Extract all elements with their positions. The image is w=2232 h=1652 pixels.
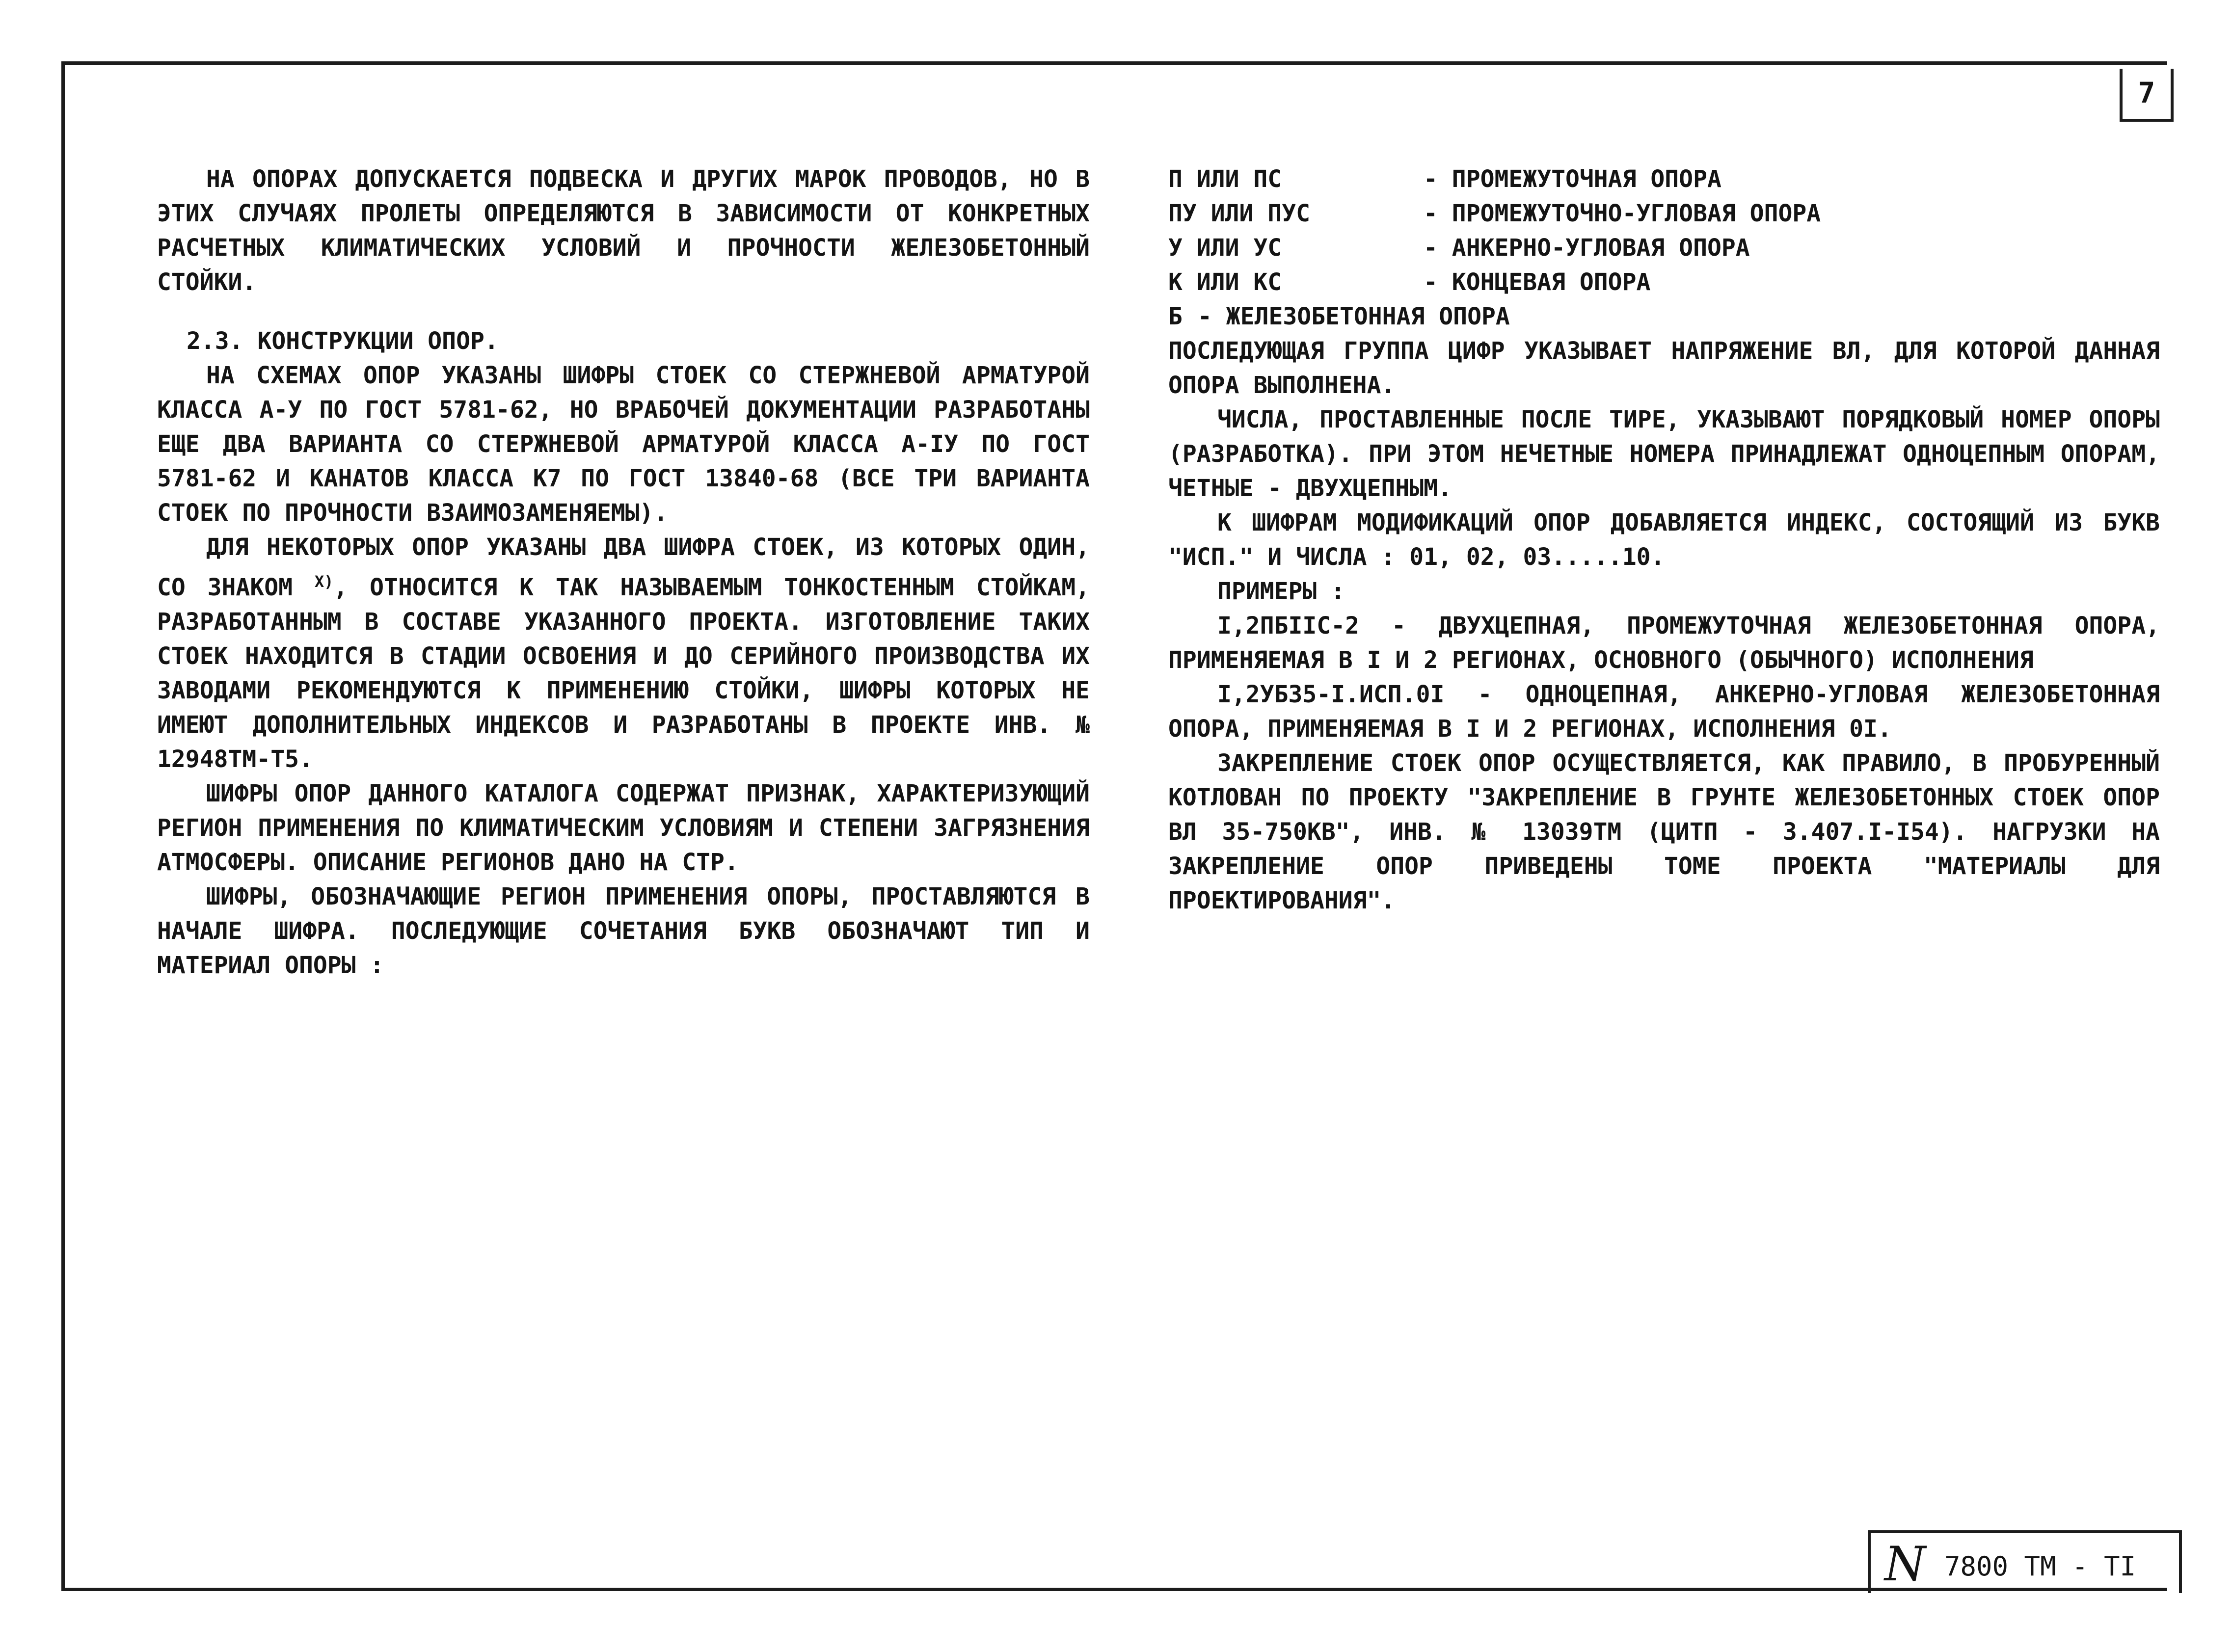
definition-text: - ПРОМЕЖУТОЧНО-УГЛОВАЯ ОПОРА — [1424, 200, 1821, 227]
body-text: ДЛЯ НЕКОТОРЫХ ОПОР УКАЗАНЫ ДВА ШИФРА СТОЕК, ИЗ КОТОРЫХ ОДИН, СО ЗНАКОМ — [157, 533, 1090, 601]
stamp-code: 7800 ТМ - ТI — [1944, 1551, 2136, 1582]
body-paragraph: ШИФРЫ, ОБОЗНАЧАЮЩИЕ РЕГИОН ПРИМЕНЕНИЯ ОПОРЫ, ПРОСТАВЛЯЮТСЯ В НАЧАЛЕ ШИФРА. ПОСЛЕДУЮЩИЕ СОЧЕТАНИЯ БУКВ ОБОЗНАЧАЮТ ТИП И МАТЕРИАЛ ОПОРЫ : — [157, 883, 1090, 979]
section-heading: 2.3. КОНСТРУКЦИИ ОПОР. — [187, 327, 499, 355]
body-text: ОТНОСИТСЯ К ТАК НАЗЫВАЕМЫМ ТОНКОСТЕННЫМ СТОЙКАМ, РАЗРАБОТАННЫМ В СОСТАВЕ УКАЗАННОГО ПРОЕКТА. ИЗГОТОВЛЕНИЕ ТАКИХ СТОЕК НАХОДИТСЯ В СТАДИИ ОСВОЕНИЯ И ДО СЕРИЙНОГО ПРОИЗВОДСТВА ИХ ЗАВОДАМИ РЕКОМЕНДУЮТСЯ К ПРИМЕНЕНИЮ СТОЙКИ, ШИФРЫ КОТОРЫХ НЕ ИМЕЮТ ДОПОЛНИТЕЛЬНЫХ ИНДЕКСОВ И РАЗРАБОТАНЫ В ПРОЕКТЕ ИНВ. № 12948ТМ-Т5. — [157, 574, 1090, 773]
examples-heading: ПРИМЕРЫ : — [1217, 578, 1345, 605]
definition-row — [1168, 231, 2160, 265]
definition-abbr: ПУ ИЛИ ПУС — [1168, 200, 1310, 227]
definition-row — [1168, 162, 2160, 196]
body-paragraph: ЧИСЛА, ПРОСТАВЛЕННЫЕ ПОСЛЕ ТИРЕ, УКАЗЫВАЮТ ПОРЯДКОВЫЙ НОМЕР ОПОРЫ (РАЗРАБОТКА). ПРИ ЭТОМ НЕЧЕТНЫЕ НОМЕРА ПРИНАДЛЕЖАТ ОДНОЦЕПНЫМ ОПОРАМ, ЧЕТНЫЕ - ДВУХЦЕПНЫМ. — [1168, 406, 2160, 502]
definition-abbr: У ИЛИ УС — [1168, 234, 1282, 262]
definition-abbr: Б — [1168, 303, 1183, 330]
body-paragraph: ПОСЛЕДУЮЩАЯ ГРУППА ЦИФР УКАЗЫВАЕТ НАПРЯЖЕНИЕ ВЛ, ДЛЯ КОТОРОЙ ДАННАЯ ОПОРА ВЫПОЛНЕНА. — [1168, 337, 2160, 399]
document-stamp — [1868, 1530, 2182, 1593]
definition-list — [1168, 162, 2160, 334]
definition-text: - КОНЦЕВАЯ ОПОРА — [1424, 268, 1651, 296]
definition-text: - ПРОМЕЖУТОЧНАЯ ОПОРА — [1424, 165, 1721, 193]
definition-abbr: К ИЛИ КС — [1168, 268, 1282, 296]
body-paragraph: НА СХЕМАХ ОПОР УКАЗАНЫ ШИФРЫ СТОЕК СО СТЕРЖНЕВОЙ АРМАТУРОЙ КЛАССА А-У ПО ГОСТ 5781-62, НО ВРАБОЧЕЙ ДОКУМЕНТАЦИИ РАЗРАБОТАНЫ ЕЩЕ ДВА ВАРИАНТА СО СТЕРЖНЕВОЙ АРМАТУРОЙ КЛАССА А-IУ ПО ГОСТ 5781-62 И КАНАТОВ КЛАССА К7 ПО ГОСТ 13840-68 (ВСЕ ТРИ ВАРИАНТА СТОЕК ПО ПРОЧНОСТИ ВЗАИМОЗАМЕНЯЕМЫ). — [157, 362, 1090, 527]
definition-row — [1168, 265, 2160, 299]
intro-paragraph: НА ОПОРАХ ДОПУСКАЕТСЯ ПОДВЕСКА И ДРУГИХ МАРОК ПРОВОДОВ, НО В ЭТИХ СЛУЧАЯХ ПРОЛЕТЫ ОПРЕДЕЛЯЮТСЯ В ЗАВИСИМОСТИ ОТ КОНКРЕТНЫХ РАСЧЕТНЫХ КЛИМАТИЧЕСКИХ УСЛОВИЙ И ПРОЧНОСТИ ЖЕЛЕЗОБЕТОННЫЙ СТОЙКИ. — [157, 165, 1090, 296]
definition-abbr: П ИЛИ ПС — [1168, 165, 1282, 193]
left-column — [157, 162, 1090, 983]
page-number: 7 — [2120, 69, 2174, 122]
body-paragraph: ШИФРЫ ОПОР ДАННОГО КАТАЛОГА СОДЕРЖАТ ПРИЗНАК, ХАРАКТЕРИЗУЮЩИЙ РЕГИОН ПРИМЕНЕНИЯ ПО КЛИМАТИЧЕСКИМ УСЛОВИЯМ И СТЕПЕНИ ЗАГРЯЗНЕНИЯ АТМОСФЕРЫ. ОПИСАНИЕ РЕГИОНОВ ДАНО НА СТР. — [157, 780, 1090, 876]
example-paragraph: I,2ПБIIС-2 - ДВУХЦЕПНАЯ, ПРОМЕЖУТОЧНАЯ ЖЕЛЕЗОБЕТОННАЯ ОПОРА, ПРИМЕНЯЕМАЯ В I И 2 РЕГИОНАХ, ОСНОВНОГО (ОБЫЧНОГО) ИСПОЛНЕНИЯ — [1168, 612, 2160, 674]
definition-text: - ЖЕЛЕЗОБЕТОННАЯ ОПОРА — [1198, 303, 1510, 330]
footnote-mark: X) — [314, 572, 334, 591]
stamp-mark: N — [1884, 1537, 1926, 1592]
definition-text: - АНКЕРНО-УГЛОВАЯ ОПОРА — [1424, 234, 1750, 262]
right-column — [1168, 162, 2160, 918]
definition-row — [1168, 299, 2160, 334]
body-paragraph: К ШИФРАМ МОДИФИКАЦИЙ ОПОР ДОБАВЛЯЕТСЯ ИНДЕКС, СОСТОЯЩИЙ ИЗ БУКВ "ИСП." И ЧИСЛА : 01, 02, 03.....10. — [1168, 509, 2160, 571]
body-paragraph-with-footnote: ДЛЯ НЕКОТОРЫХ ОПОР УКАЗАНЫ ДВА ШИФРА СТОЕК, ИЗ КОТОРЫХ ОДИН, СО ЗНАКОМ $^{X)}$, ОТНОСИТСЯ К ТАК НАЗЫВАЕМЫМ ТОНКОСТЕННЫМ СТОЙКАМ, РАЗРАБОТАННЫМ В СОСТАВЕ УКАЗАННОГО ПРОЕКТА. ИЗГОТОВЛЕНИЕ ТАКИХ СТОЕК НАХОДИТСЯ В СТАДИИ ОСВОЕНИЯ И ДО СЕРИЙНОГО ПРОИЗВОДСТВА ИХ ЗАВОДАМИ РЕКОМЕНДУЮТСЯ К ПРИМЕНЕНИЮ СТОЙКИ, ШИФРЫ КОТОРЫХ НЕ ИМЕЮТ ДОПОЛНИТЕЛЬНЫХ ИНДЕКСОВ И РАЗРАБОТАНЫ В ПРОЕКТЕ ИНВ. № 12948ТМ-Т5. — [157, 533, 1090, 773]
example-paragraph: I,2УБ35-I.ИСП.0I - ОДНОЦЕПНАЯ, АНКЕРНО-УГЛОВАЯ ЖЕЛЕЗОБЕТОННАЯ ОПОРА, ПРИМЕНЯЕМАЯ В I И 2 РЕГИОНАХ, ИСПОЛНЕНИЯ 0I. — [1168, 681, 2160, 743]
definition-row — [1168, 196, 2160, 231]
body-paragraph: ЗАКРЕПЛЕНИЕ СТОЕК ОПОР ОСУЩЕСТВЛЯЕТСЯ, КАК ПРАВИЛО, В ПРОБУРЕННЫЙ КОТЛОВАН ПО ПРОЕКТУ "ЗАКРЕПЛЕНИЕ В ГРУНТЕ ЖЕЛЕЗОБЕТОННЫХ СТОЕК ОПОР ВЛ 35-750КВ", ИНВ. № 13039ТМ (ЦИТП - 3.407.I-I54). НАГРУЗКИ НА ЗАКРЕПЛЕНИЕ ОПОР ПРИВЕДЕНЫ ТОМЕ ПРОЕКТА "МАТЕРИАЛЫ ДЛЯ ПРОЕКТИРОВАНИЯ". — [1168, 749, 2160, 914]
